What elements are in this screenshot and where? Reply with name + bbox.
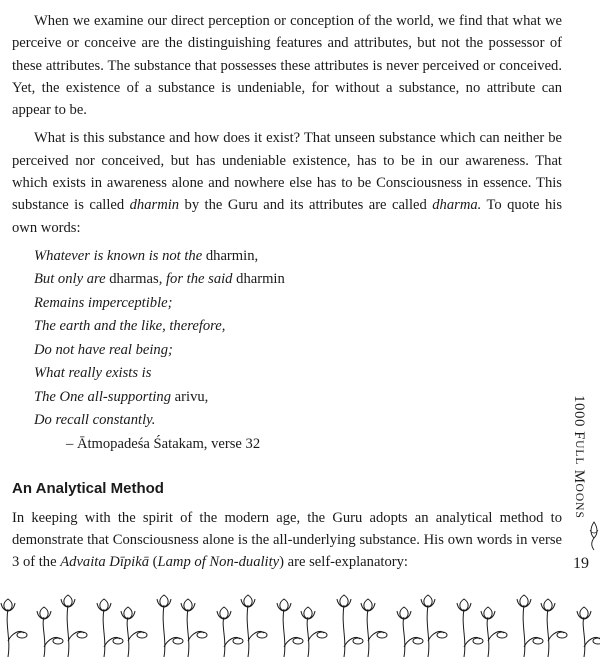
running-title-ull: ULL [573,440,585,466]
verse-line-6: What really exists is [34,365,152,382]
verse-line-2-roman-b: dharmin [236,271,285,288]
paragraph-2-text-end: To quote his own words: [12,197,562,236]
verse-quote [34,245,562,457]
verse-line-7 [34,386,562,410]
running-title-f: F [571,431,587,441]
verse-line-2 [34,268,562,292]
paragraph-1 [12,10,562,121]
verse-line-7-roman: arivu, [174,388,209,405]
verse-line-1-roman: dharmin, [205,247,259,264]
verse-line-5: Do not have real being; [34,341,173,358]
verse-line-4: The earth and the like, therefore, [34,318,226,335]
paragraph-2-text-mid: by the Guru and its attributes are called [179,197,433,214]
verse-line-3: Remains imperceptible; [34,294,173,311]
text-column [12,10,562,580]
verse-line-1-italic: Whatever is known is not the [34,247,206,264]
paragraph-3-paren-open: ( [149,554,158,571]
verse-attribution: – Ātmopadeśa Śatakam, verse 32 [66,435,261,452]
verse-line-2-roman-a: dharmas [109,271,159,288]
verse-line-7-italic: The One all-supporting [34,388,175,405]
lotus-ornament-icon [588,520,600,556]
paragraph-3 [12,507,562,574]
paragraph-2-text-start: What is this substance and how does it exist? That unseen substance which can neither be perceived nor conceived, but has undeniable existence, has to be in our awareness. That which exists in awareness alone and nowhere else has to be Consciousness in essence. This substance is called [12,130,562,214]
running-title-oons: OONS [573,483,585,519]
page-number: 19 [573,555,589,572]
title-advaita-dipika: Advaita Dīpikā [60,554,149,571]
verse-line-2-italic-a: But only are [34,271,110,288]
verse-line-1 [34,245,562,269]
running-title-m: M [571,469,587,484]
running-title-number: 1000 [571,395,587,432]
section-heading: An Analytical Method [12,480,164,498]
verse-line-8: Do recall constantly. [34,412,156,429]
verse-line-2-italic-b: , for the said [158,271,237,288]
term-dharmin: dharmin [129,197,180,214]
paragraph-1-text: When we examine our direct perception or conception of the world, we find that what we perceive or conceive are the distinguishing features and attributes, but not the possessor of these attributes. The substance that possesses these attributes is never perceived or conceived. Yet, the existence of a substance is undeniable, for without a substance, no attribute can appear to be. [12,13,562,119]
paragraph-3-text-end: ) are self-explanatory: [279,554,408,571]
paragraph-3-text-start: In keeping with the spirit of the modern age, the Guru adopts an analytical method to demonstrate that Consciousness alone is the all-underlying substance. His own words in verse 3 of the [12,509,562,571]
title-lamp-of-non-duality: Lamp of Non-duality [157,554,280,571]
paragraph-2 [12,127,562,238]
lotus-border-decoration [0,585,600,657]
running-title [570,395,587,519]
term-dharma: dharma. [432,197,482,214]
